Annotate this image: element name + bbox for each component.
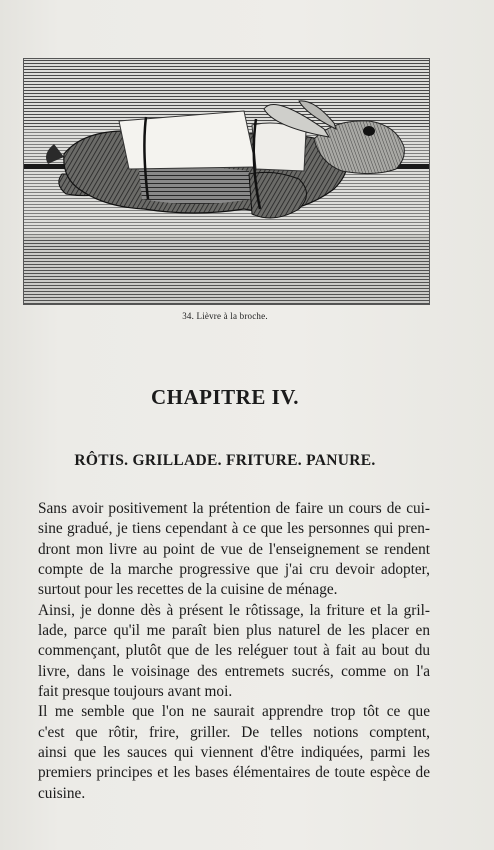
hare-on-spit-engraving (23, 58, 430, 305)
text-line: surtout pour les recettes de la cuisine de ménage. (38, 581, 338, 599)
chapter-title: CHAPITRE IV. (151, 385, 299, 409)
text-line: cuisine. (38, 784, 86, 802)
text-line: dront mon livre au point de vue de l'enseignement se rendent (38, 540, 430, 558)
text-line: compte de la marche progressive que j'ai cru devoir adopter, (38, 561, 430, 579)
paragraph (38, 601, 430, 703)
body-text (38, 499, 430, 804)
text-line: premiers principes et les bases élémentaires de toute espèce de (38, 764, 430, 782)
text-line: Sans avoir positivement la prétention de faire un cours de cui- (38, 500, 430, 517)
paragraph (38, 499, 430, 601)
section-title: RÔTIS. GRILLADE. FRITURE. PANURE. (74, 452, 376, 469)
text-line: Il me semble que l'on ne saurait apprendre trop tôt ce que (38, 703, 430, 721)
paragraph (38, 702, 430, 804)
text-line: lade, parce qu'il me paraît bien plus naturel de les placer en (38, 622, 430, 640)
text-line: c'est que rôtir, frire, griller. De telles notions comptent, (38, 723, 430, 741)
text-line: commençant, plutôt que de les reléguer tout à fait au bout du (38, 642, 430, 660)
text-line: ainsi que les sauces qui viennent d'être indiquées, parmi les (38, 744, 430, 762)
text-line: fait presque toujours avant moi. (38, 683, 233, 701)
figure-caption: 34. Lièvre à la broche. (182, 311, 268, 321)
text-line: livre, dans le voisinage des entremets sucrés, comme on l'a (38, 662, 430, 680)
text-line: Ainsi, je donne dès à présent le rôtissage, la friture et la gril- (38, 601, 430, 619)
text-line: sine gradué, je tiens cependant à ce que les personnes qui pren- (38, 520, 430, 538)
